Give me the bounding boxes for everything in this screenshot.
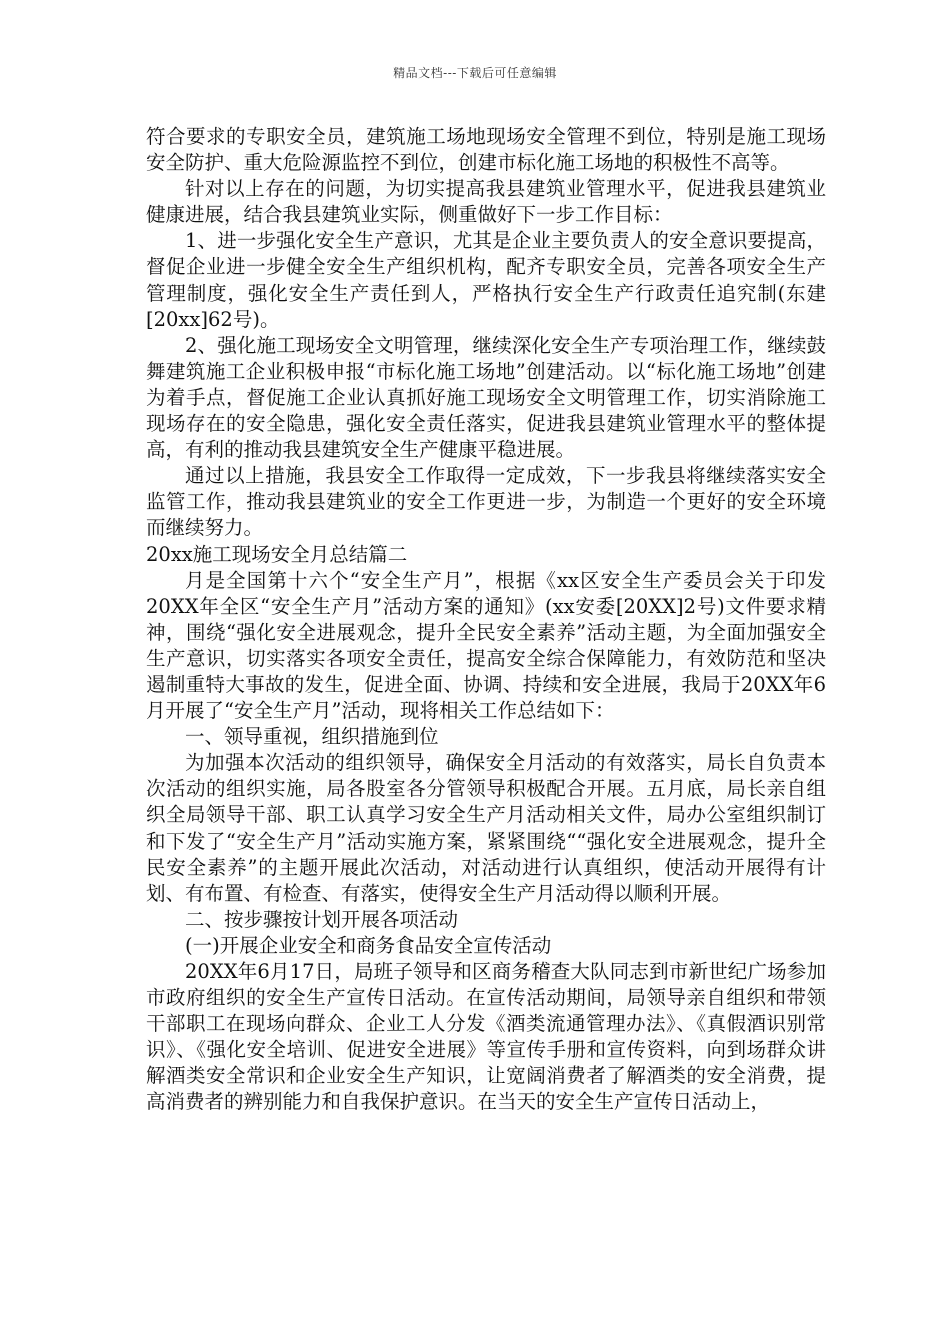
page-header: 精品文档---下载后可任意编辑 [393, 66, 557, 80]
section-title: 20xx施工现场安全月总结篇二 [146, 542, 408, 566]
paragraph: 1、进一步强化安全生产意识，尤其是企业主要负责人的安全意识要提高，督促企业进一步健全安全生产组织机构，配齐专职安全员，完善各项安全生产管理制度，强化安全生产责任到人，严格执行安全生产行政责任追究制(东建[20xx]62号)。 [146, 229, 826, 331]
paragraph: 通过以上措施，我县安全工作取得一定成效，下一步我县将继续落实安全监管工作，推动我县建筑业的安全工作更进一步，为制造一个更好的安全环境而继续努力。 [146, 464, 826, 540]
paragraph: 2、强化施工现场安全文明管理，继续深化安全生产专项治理工作，继续鼓舞建筑施工企业积极申报“市标化施工场地”创建活动。以“标化施工场地”创建为着手点，督促施工企业认真抓好施工现场安全文明管理工作，切实消除施工现场存在的安全隐患，强化安全责任落实，促进我县建筑业管理水平的整体提高，有利的推动我县建筑安全生产健康平稳进展。 [146, 333, 826, 462]
paragraph: 符合要求的专职安全员，建筑施工场地现场安全管理不到位，特别是施工现场安全防护、重大危险源监控不到位，创建市标化施工场地的积极性不高等。 [146, 125, 826, 175]
paragraph: 针对以上存在的问题，为切实提高我县建筑业管理水平，促进我县建筑业健康进展，结合我县建筑业实际，侧重做好下一步工作目标： [146, 177, 826, 227]
section-heading: 二、按步骤按计划开展各项活动 [185, 907, 459, 931]
document-body [146, 124, 826, 1116]
subsection-heading: (一)开展企业安全和商务食品安全宣传活动 [185, 933, 552, 957]
paragraph: 20XX年6月17日，局班子领导和区商务稽查大队同志到市新世纪广场参加市政府组织的安全生产宣传日活动。在宣传活动期间，局领导亲自组织和带领干部职工在现场向群众、企业工人分发《酒类流通管理办法》、《真假酒识别常识》、《强化安全培训、促进安全进展》等宣传手册和宣传资料，向到场群众讲解酒类安全常识和企业安全生产知识，让宽阔消费者了解酒类的安全消费，提高消费者的辨别能力和自我保护意识。在当天的安全生产宣传日活动上， [146, 960, 826, 1114]
paragraph: 为加强本次活动的组织领导，确保安全月活动的有效落实，局长自负责本次活动的组织实施，局各股室各分管领导积极配合开展。五月底，局长亲自组织全局领导干部、职工认真学习安全生产月活动相关文件，局办公室组织制订和下发了“安全生产月”活动实施方案，紧紧围绕““强化安全进展观念，提升全民安全素养”的主题开展此次活动，对活动进行认真组织，使活动开展得有计划、有布置、有检查、有落实，使得安全生产月活动得以顺利开展。 [146, 751, 826, 905]
section-heading: 一、领导重视，组织措施到位 [185, 725, 439, 749]
paragraph: 月是全国第十六个“安全生产月”，根据《xx区安全生产委员会关于印发20XX年全区“安全生产月”活动方案的通知》(xx安委[20XX]2号)文件要求精神，围绕“强化安全进展观念，提升全民安全素养”活动主题，为全面加强安全生产意识，切实落实各项安全责任，提高安全综合保障能力，有效防范和坚决遏制重特大事故的发生，促进全面、协调、持续和安全进展，我局于20XX年6月开展了“安全生产月”活动，现将相关工作总结如下： [146, 568, 826, 723]
